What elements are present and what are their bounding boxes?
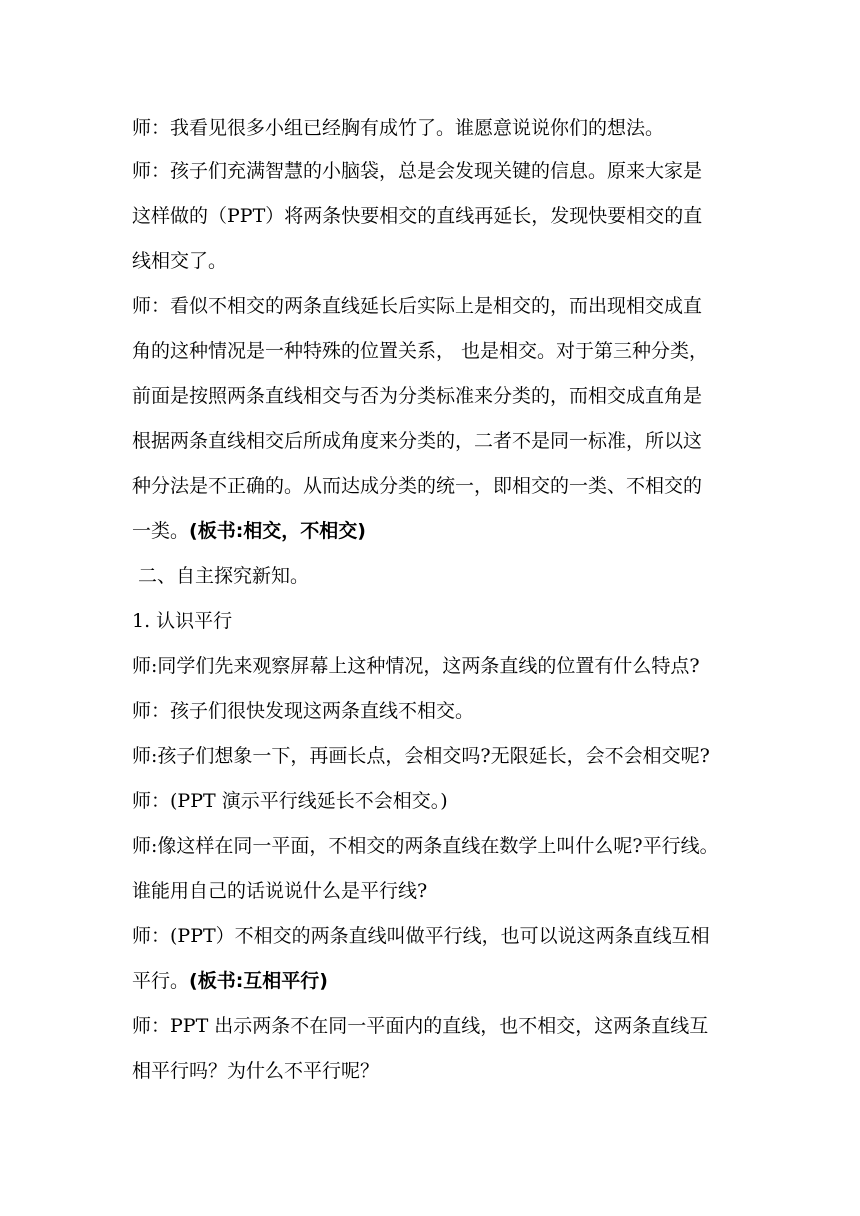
line-text: 师：看似不相交的两条直线延长后实际上是相交的，而出现相交成直 bbox=[132, 295, 703, 317]
line-text: 一类。 bbox=[132, 520, 190, 542]
line-text: 师：我看见很多小组已经胸有成竹了。谁愿意说说你们的想法。 bbox=[132, 117, 665, 139]
line-text: 师:像这样在同一平面，不相交的两条直线在数学上叫什么呢?平行线。 bbox=[132, 835, 719, 857]
paragraph-line bbox=[132, 518, 366, 544]
paragraph-line bbox=[132, 293, 702, 319]
paragraph-line bbox=[132, 338, 708, 364]
paragraph-line bbox=[132, 788, 448, 814]
paragraph-line bbox=[132, 923, 710, 949]
line-text: 师：(PPT 演示平行线延长不会相交。) bbox=[132, 790, 448, 812]
line-text: 1. 认识平行 bbox=[132, 610, 233, 632]
paragraph-line bbox=[132, 743, 710, 769]
section-heading bbox=[132, 563, 309, 589]
line-text: 相平行吗？为什么不平行呢？ bbox=[132, 1060, 380, 1082]
paragraph-line bbox=[132, 115, 664, 141]
line-text: 师：孩子们充满智慧的小脑袋，总是会发现关键的信息。原来大家是 bbox=[132, 160, 703, 182]
line-text: 前面是按照两条直线相交与否为分类标准来分类的，而相交成直角是 bbox=[132, 385, 703, 407]
paragraph-line bbox=[132, 1058, 379, 1084]
board-note: (板书:相交，不相交) bbox=[189, 520, 366, 542]
line-text: 师：孩子们很快发现这两条直线不相交。 bbox=[132, 700, 475, 722]
paragraph-line bbox=[132, 698, 474, 724]
line-text: 二、自主探究新知。 bbox=[132, 565, 310, 587]
paragraph-line bbox=[132, 653, 700, 679]
line-text: 根据两条直线相交后所成角度来分类的，二者不是同一标准，所以这 bbox=[132, 430, 703, 452]
paragraph-line bbox=[132, 158, 702, 184]
paragraph-line bbox=[132, 203, 702, 229]
paragraph-line bbox=[132, 878, 427, 904]
line-text: 种分法是不正确的。从而达成分类的统一，即相交的一类、不相交的 bbox=[132, 475, 703, 497]
paragraph-line bbox=[132, 1013, 708, 1039]
line-text: 师：PPT 出示两条不在同一平面内的直线，也不相交，这两条直线互 bbox=[132, 1015, 709, 1037]
line-text: 师：(PPT）不相交的两条直线叫做平行线，也可以说这两条直线互相 bbox=[132, 925, 710, 947]
paragraph-line bbox=[132, 428, 702, 454]
paragraph-line bbox=[132, 968, 328, 994]
paragraph-line bbox=[132, 383, 702, 409]
line-text: 平行。 bbox=[132, 970, 190, 992]
line-text: 师:同学们先来观察屏幕上这种情况，这两条直线的位置有什么特点? bbox=[132, 655, 700, 677]
paragraph-line bbox=[132, 833, 719, 859]
line-text: 线相交了。 bbox=[132, 250, 228, 272]
subsection-heading bbox=[132, 608, 232, 634]
line-text: 师:孩子们想象一下，再画长点，会相交吗?无限延长，会不会相交呢? bbox=[132, 745, 710, 767]
board-note: (板书:互相平行) bbox=[189, 970, 328, 992]
line-text: 这样做的（PPT）将两条快要相交的直线再延长，发现快要相交的直 bbox=[132, 205, 703, 227]
line-text: 谁能用自己的话说说什么是平行线? bbox=[132, 880, 428, 902]
paragraph-line bbox=[132, 248, 227, 274]
line-text: 角的这种情况是一种特殊的位置关系， 也是相交。对于第三种分类， bbox=[132, 340, 709, 362]
paragraph-line bbox=[132, 473, 702, 499]
